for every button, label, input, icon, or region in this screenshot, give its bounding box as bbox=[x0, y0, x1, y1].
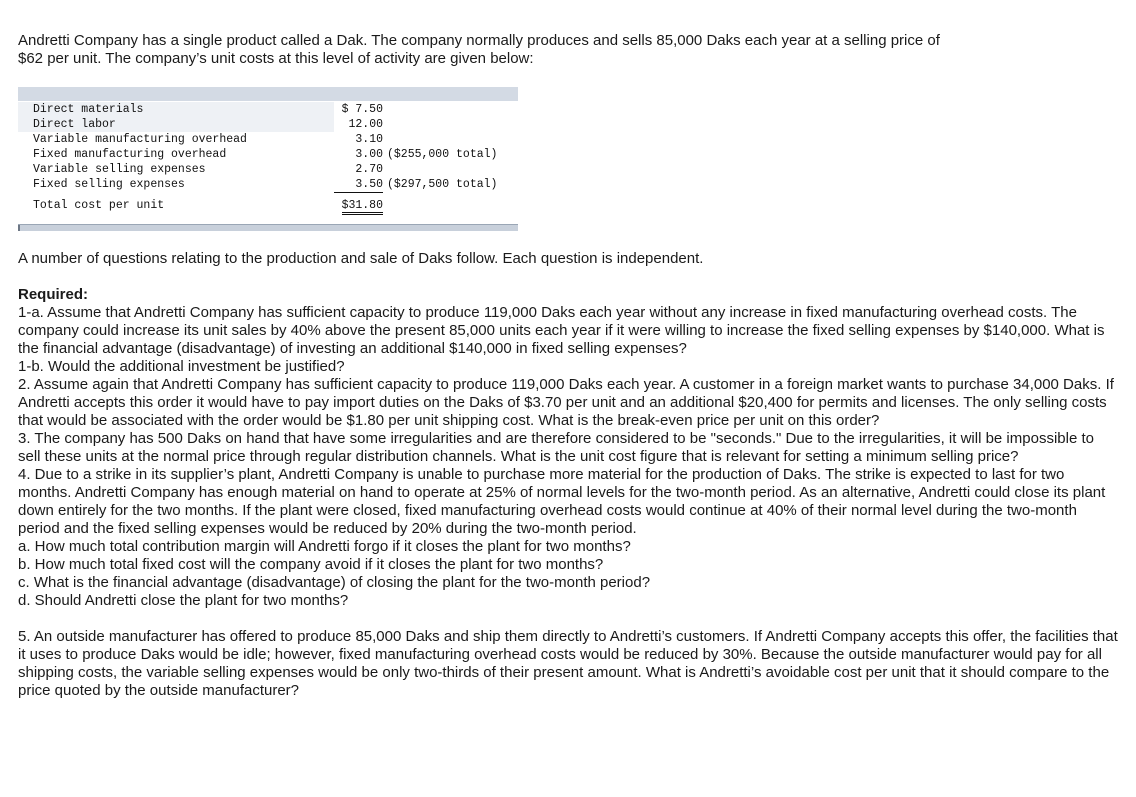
row-amount: $ 7.50 bbox=[341, 103, 383, 116]
question-4c: c. What is the financial advantage (disadvantage) of closing the plant for the two-month period? bbox=[18, 574, 651, 591]
question-1a: 1-a. Assume that Andretti Company has sufficient capacity to produce 119,000 Daks each year without any increase in fixed manufacturing overhead costs. The company could increase its unit sales by 40% above the present 85,000 units each year if it were willing to increase the fixed selling expenses by $140,000. What is the financial advantage (disadvantage) of investing an additional $140,000 in fixed selling expenses? bbox=[18, 304, 1105, 357]
question-4a: a. How much total contribution margin will Andretti forgo if it closes the plant for two months? bbox=[18, 538, 631, 555]
row-amount: 3.10 bbox=[355, 133, 383, 146]
row-label: Direct labor bbox=[18, 117, 309, 132]
table-row bbox=[18, 177, 497, 193]
question-5: 5. An outside manufacturer has offered to produce 85,000 Daks and ship them directly to Andretti’s customers. If Andretti Company accepts this offer, the facilities that it uses to produce Daks would be idle; however, fixed manufacturing overhead costs would be reduced by 30%. Because the outside manufacturer would pay for all shipping costs, the variable selling expenses would be only two-thirds of their present amount. What is Andretti’s avoidable cost per unit that it should compare to the price quoted by the outside manufacturer? bbox=[18, 628, 1118, 699]
row-amount: 3.00 bbox=[355, 148, 383, 161]
row-note: ($255,000 total) bbox=[387, 148, 498, 161]
row-label: Variable manufacturing overhead bbox=[33, 133, 247, 146]
row-amount: 3.50 bbox=[334, 177, 383, 193]
problem-page bbox=[18, 32, 1118, 700]
total-label: Total cost per unit bbox=[33, 198, 165, 212]
table-row bbox=[18, 102, 497, 117]
row-label: Variable selling expenses bbox=[33, 163, 206, 176]
total-row bbox=[18, 193, 497, 217]
intro-paragraph: Andretti Company has a single product called a Dak. The company normally produces and sells 85,000 Daks each year at a selling price of $62 per unit. The company’s unit costs at this level of activity are given below: bbox=[18, 32, 940, 67]
table-row bbox=[18, 117, 497, 132]
question-2: 2. Assume again that Andretti Company has sufficient capacity to produce 119,000 Daks each year. A customer in a foreign market wants to purchase 34,000 Daks. If Andretti accepts this order it would have to pay import duties on the Daks of $3.70 per unit and an additional $20,400 for permits and licenses. The only selling costs that would be associated with the order would be $1.80 per unit shipping cost. What is the break-even price per unit on this order? bbox=[18, 376, 1114, 429]
required-section bbox=[18, 286, 1118, 610]
row-note bbox=[383, 162, 497, 177]
row-note: ($297,500 total) bbox=[387, 178, 498, 192]
row-label: Fixed manufacturing overhead bbox=[33, 148, 227, 161]
question-4d: d. Should Andretti close the plant for two months? bbox=[18, 592, 349, 609]
question-4: 4. Due to a strike in its supplier’s plant, Andretti Company is unable to purchase more material for the production of Daks. The strike is expected to last for two months. Andretti Company has enough material on hand to operate at 25% of normal levels for the two-month period. As an alternative, Andretti could close its plant down entirely for the two months. If the plant were closed, fixed manufacturing overhead costs would continue at 40% of their normal level during the two-month period and the fixed selling expenses would be reduced by 20% during the two-month period. bbox=[18, 466, 1106, 537]
cost-table bbox=[18, 102, 497, 216]
row-note bbox=[383, 132, 497, 147]
row-label: Direct materials bbox=[18, 102, 309, 117]
table-row bbox=[18, 162, 497, 177]
table-footer-bar bbox=[18, 224, 518, 231]
unit-cost-table bbox=[18, 87, 518, 231]
question-1b: 1-b. Would the additional investment be justified? bbox=[18, 358, 345, 375]
row-amount: 12.00 bbox=[348, 118, 383, 131]
row-note bbox=[383, 102, 497, 117]
table-row bbox=[18, 147, 497, 162]
questions-intro: A number of questions relating to the production and sale of Daks follow. Each question is independent. bbox=[18, 250, 704, 267]
question-4b: b. How much total fixed cost will the company avoid if it closes the plant for two months? bbox=[18, 556, 604, 573]
table-row bbox=[18, 132, 497, 147]
question-3: 3. The company has 500 Daks on hand that have some irregularities and are therefore considered to be "seconds." Due to the irregularities, it will be impossible to sell these units at the normal price through regular distribution channels. What is the unit cost figure that is relevant for setting a minimum selling price? bbox=[18, 430, 1094, 465]
table-header-bar bbox=[18, 87, 518, 101]
total-amount: $31.80 bbox=[334, 193, 383, 217]
row-label: Fixed selling expenses bbox=[33, 178, 185, 192]
row-note bbox=[383, 117, 497, 132]
row-amount: 2.70 bbox=[355, 163, 383, 176]
required-heading: Required: bbox=[18, 286, 89, 303]
